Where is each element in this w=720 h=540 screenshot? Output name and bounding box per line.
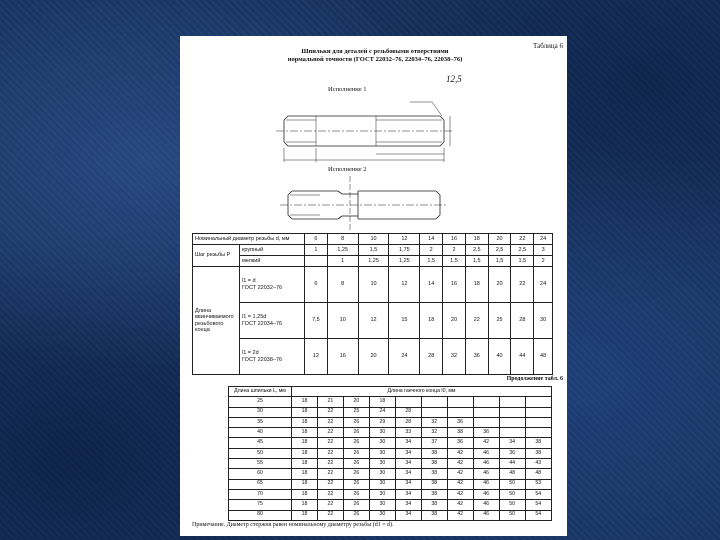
row-label-cell	[240, 267, 305, 303]
row-label-cell	[240, 339, 305, 375]
table-cell: 24	[389, 339, 420, 375]
table-cell	[499, 407, 525, 417]
document-page	[180, 36, 567, 536]
table-cell: 18	[420, 303, 443, 339]
table-cell	[525, 428, 551, 438]
table-cell: 20	[358, 339, 389, 375]
table-cell: 26	[343, 448, 369, 458]
table-cell: 20	[443, 303, 466, 339]
length-label-cell: Длина ввинчиваемого резьбового конца	[193, 267, 240, 375]
table-cell: 30	[534, 303, 553, 339]
table-cell: 20	[343, 397, 369, 407]
table-cell: 10	[327, 303, 358, 339]
table-cell: 42	[447, 500, 473, 510]
table-cell: 26	[343, 417, 369, 427]
table-cell: 22	[511, 234, 534, 245]
table-cell: 2	[534, 256, 553, 267]
table-cell: 38	[421, 479, 447, 489]
table-cell: 28	[511, 303, 534, 339]
table-number: Таблица 6	[533, 42, 563, 50]
header-cell: Номинальный диаметр резьбы d, мм	[193, 234, 305, 245]
length-cell: 50	[229, 448, 292, 458]
table-row	[193, 256, 553, 267]
table-cell: 42	[473, 438, 499, 448]
table-cell: 38	[421, 448, 447, 458]
table-cell: 7,5	[305, 303, 328, 339]
table-cell: 38	[421, 469, 447, 479]
table-cell: 26	[343, 459, 369, 469]
table-cell: 18	[292, 417, 318, 427]
table-cell: 1,75	[389, 245, 420, 256]
thread-parameters-table	[192, 233, 553, 375]
table-cell: 22	[317, 489, 343, 499]
stud-length-table	[228, 386, 552, 521]
header-cell: Длина гаечного конца l0, мм	[292, 387, 552, 397]
formula-text: l1 = 1,25d	[242, 314, 267, 321]
table-cell: 54	[525, 510, 551, 520]
table-cell: 2	[420, 245, 443, 256]
table-cell: 38	[525, 448, 551, 458]
table-cell: 33	[395, 428, 421, 438]
table-cell	[499, 397, 525, 407]
table-cell: 32	[421, 417, 447, 427]
header-cell: Длина шпильки L, мм	[229, 387, 292, 397]
table-cell: 18	[292, 469, 318, 479]
table-cell: 16	[443, 234, 466, 245]
table-cell: 22	[317, 417, 343, 427]
table-cell: 42	[447, 489, 473, 499]
table-cell: 25	[343, 407, 369, 417]
formula-text: l1 = d	[242, 278, 256, 285]
table-cell: 18	[465, 267, 488, 303]
table-cell: 42	[447, 479, 473, 489]
table-cell: 38	[421, 459, 447, 469]
table-cell: 22	[317, 428, 343, 438]
table-cell: 36	[499, 448, 525, 458]
table-cell: 48	[499, 469, 525, 479]
table-cell: 26	[343, 428, 369, 438]
table-cell: 1,5	[443, 256, 466, 267]
table-cell: 12	[305, 339, 328, 375]
length-cell: 75	[229, 500, 292, 510]
table-cell: 22	[511, 267, 534, 303]
table-row	[229, 448, 552, 458]
table-cell: 1,5	[511, 256, 534, 267]
table-cell: 44	[499, 459, 525, 469]
table-cell: 30	[369, 469, 395, 479]
table-cell: 54	[525, 489, 551, 499]
stud-drawing	[180, 36, 567, 236]
footnote: Примечание. Диаметр стержня равен номинальному диаметру резьбы (d1 = d).	[192, 522, 394, 528]
table-cell: 18	[369, 397, 395, 407]
length-cell: 60	[229, 469, 292, 479]
table-cell: 28	[395, 407, 421, 417]
table-cell: 18	[292, 479, 318, 489]
table-cell: 28	[420, 339, 443, 375]
table-cell: 1,5	[358, 245, 389, 256]
table-cell: 18	[292, 510, 318, 520]
table-cell: 30	[369, 479, 395, 489]
table-cell: 46	[473, 459, 499, 469]
length-cell: 25	[229, 397, 292, 407]
table-cell: 37	[421, 438, 447, 448]
table-cell: 10	[358, 267, 389, 303]
continuation-label: Продолжение табл. 6	[506, 376, 563, 382]
table-cell: 46	[473, 469, 499, 479]
table-cell: 12	[358, 303, 389, 339]
table-cell: 50	[499, 479, 525, 489]
table-cell	[525, 417, 551, 427]
table-cell	[525, 407, 551, 417]
gost-text: ГОСТ 22038–76	[242, 356, 283, 363]
table-cell: 18	[292, 500, 318, 510]
table-cell: 46	[473, 500, 499, 510]
row-label-cell	[240, 303, 305, 339]
length-cell: 40	[229, 428, 292, 438]
title-line-2: нормальной точности (ГОСТ 22032–76, 22034–76, 22038–76)	[287, 56, 463, 64]
table-cell: 26	[343, 510, 369, 520]
table-row	[229, 469, 552, 479]
row-label-cell: мелкий	[240, 256, 305, 267]
execution-2-label: Исполнение 2	[328, 166, 367, 173]
table-cell: 3	[534, 245, 553, 256]
table-cell: 28	[395, 417, 421, 427]
table-row	[229, 459, 552, 469]
table-cell: 18	[292, 407, 318, 417]
table-cell: 12	[389, 267, 420, 303]
table-cell: 22	[317, 459, 343, 469]
table-cell: 2,5	[511, 245, 534, 256]
table-cell: 15	[389, 303, 420, 339]
table-cell: 46	[473, 489, 499, 499]
length-cell: 35	[229, 417, 292, 427]
table-cell: 18	[292, 459, 318, 469]
table-cell: 54	[525, 500, 551, 510]
table-cell: 26	[343, 479, 369, 489]
table-cell: 46	[473, 510, 499, 520]
table-cell: 29	[369, 417, 395, 427]
table-cell: 30	[369, 428, 395, 438]
table-cell: 30	[369, 510, 395, 520]
table-cell: 38	[447, 428, 473, 438]
gost-text: ГОСТ 22032–76	[242, 284, 283, 291]
table-cell: 22	[317, 438, 343, 448]
length-cell: 30	[229, 407, 292, 417]
table-cell: 6	[305, 234, 328, 245]
length-cell: 70	[229, 489, 292, 499]
pitch-label-cell: Шаг резьбы P	[193, 245, 240, 267]
table-cell	[473, 397, 499, 407]
table-cell: 14	[420, 267, 443, 303]
table-cell: 18	[292, 428, 318, 438]
table-cell: 43	[525, 459, 551, 469]
stud-execution-1-drawing	[276, 102, 454, 162]
table-cell: 1,25	[358, 256, 389, 267]
table-cell: 22	[317, 448, 343, 458]
table-cell: 8	[327, 267, 358, 303]
table-cell: 22	[317, 500, 343, 510]
table-cell: 20	[488, 234, 511, 245]
table-cell: 16	[443, 267, 466, 303]
table-cell: 44	[511, 339, 534, 375]
table-row	[229, 428, 552, 438]
table-cell	[525, 397, 551, 407]
table-cell	[421, 407, 447, 417]
stud-execution-2-drawing	[280, 176, 448, 232]
length-cell: 55	[229, 459, 292, 469]
table-cell: 30	[369, 489, 395, 499]
table-cell: 40	[488, 339, 511, 375]
table-cell: 34	[395, 438, 421, 448]
table-cell: 38	[421, 489, 447, 499]
table-cell: 32	[421, 428, 447, 438]
table-row	[193, 339, 553, 375]
table-cell: 22	[465, 303, 488, 339]
table-cell: 8	[327, 234, 358, 245]
table-cell: 50	[499, 500, 525, 510]
table-cell: 18	[465, 234, 488, 245]
row-label-cell: крупный	[240, 245, 305, 256]
table-cell: 2,5	[465, 245, 488, 256]
table-row	[229, 397, 552, 407]
table-cell: 36	[473, 428, 499, 438]
table-cell: 21	[317, 397, 343, 407]
table-cell: 10	[358, 234, 389, 245]
table-row	[229, 500, 552, 510]
table-cell: 34	[395, 479, 421, 489]
table-cell: 26	[343, 489, 369, 499]
table-cell: 30	[369, 438, 395, 448]
roughness-mark: 12,5	[446, 74, 462, 84]
table-cell: 22	[317, 407, 343, 417]
table-cell: 34	[395, 469, 421, 479]
table-cell: 1,5	[465, 256, 488, 267]
table-row	[229, 479, 552, 489]
table-row	[229, 407, 552, 417]
table-cell: 1,25	[327, 245, 358, 256]
table-row	[229, 387, 552, 397]
table-cell: 30	[369, 500, 395, 510]
table-cell: 22	[317, 479, 343, 489]
table-cell: 34	[395, 448, 421, 458]
execution-1-label: Исполнение 1	[328, 86, 367, 93]
table-cell: 42	[447, 448, 473, 458]
table-cell	[499, 417, 525, 427]
table-cell: 1,5	[488, 256, 511, 267]
table-cell: 46	[473, 479, 499, 489]
table-cell: 46	[473, 448, 499, 458]
table-cell: 24	[534, 267, 553, 303]
formula-text: l1 = 2d	[242, 350, 259, 357]
table-cell	[473, 407, 499, 417]
table-cell: 24	[534, 234, 553, 245]
table-cell: 1	[305, 245, 328, 256]
table-row	[193, 267, 553, 303]
table-cell: 36	[447, 417, 473, 427]
table-cell: 38	[421, 510, 447, 520]
table-cell: 12	[389, 234, 420, 245]
table-cell: 18	[292, 438, 318, 448]
table-cell: 26	[343, 469, 369, 479]
table-cell	[447, 407, 473, 417]
table-cell: 25	[488, 303, 511, 339]
table-cell: 48	[525, 469, 551, 479]
table-row	[193, 303, 553, 339]
length-cell: 80	[229, 510, 292, 520]
table-cell: 30	[369, 459, 395, 469]
table-cell	[447, 397, 473, 407]
length-cell: 45	[229, 438, 292, 448]
length-cell: 65	[229, 479, 292, 489]
table-cell: 34	[395, 459, 421, 469]
table-cell: 26	[343, 500, 369, 510]
table-row	[229, 417, 552, 427]
table-cell: 18	[292, 397, 318, 407]
table-cell: 1	[327, 256, 358, 267]
table-row	[229, 510, 552, 520]
table-cell	[395, 397, 421, 407]
table-cell: 1,5	[420, 256, 443, 267]
table-cell: 36	[447, 438, 473, 448]
table-cell: 38	[525, 438, 551, 448]
table-cell: 16	[327, 339, 358, 375]
table-cell: 50	[499, 489, 525, 499]
table-cell: 18	[292, 489, 318, 499]
table-cell: 34	[499, 438, 525, 448]
table-cell	[421, 397, 447, 407]
table-cell: 42	[447, 459, 473, 469]
table-cell	[473, 417, 499, 427]
table-cell: 34	[395, 510, 421, 520]
table-row	[229, 489, 552, 499]
table-cell: 32	[443, 339, 466, 375]
table-cell: 34	[395, 500, 421, 510]
gost-text: ГОСТ 22034–76	[242, 320, 283, 327]
table-cell: 42	[447, 510, 473, 520]
table-cell: 6	[305, 267, 328, 303]
title-line-1: Шпильки для деталей с резьбовыми отверстиями	[301, 48, 449, 55]
table-cell: 20	[488, 267, 511, 303]
table-cell: 26	[343, 438, 369, 448]
table-cell: 48	[534, 339, 553, 375]
table-cell: 38	[421, 500, 447, 510]
table-cell: 2	[443, 245, 466, 256]
table-row	[193, 234, 553, 245]
table-cell	[305, 256, 328, 267]
table-cell: 22	[317, 510, 343, 520]
table-cell: 22	[317, 469, 343, 479]
table-cell: 14	[420, 234, 443, 245]
table-cell: 1,25	[389, 256, 420, 267]
table-row	[229, 438, 552, 448]
table-cell: 36	[465, 339, 488, 375]
table-cell: 34	[395, 489, 421, 499]
table-cell: 53	[525, 479, 551, 489]
table-row	[193, 245, 553, 256]
table-cell: 30	[369, 448, 395, 458]
table-cell: 42	[447, 469, 473, 479]
table-cell: 18	[292, 448, 318, 458]
table-cell	[499, 428, 525, 438]
table-cell: 50	[499, 510, 525, 520]
table-cell: 24	[369, 407, 395, 417]
table-cell: 2,5	[488, 245, 511, 256]
